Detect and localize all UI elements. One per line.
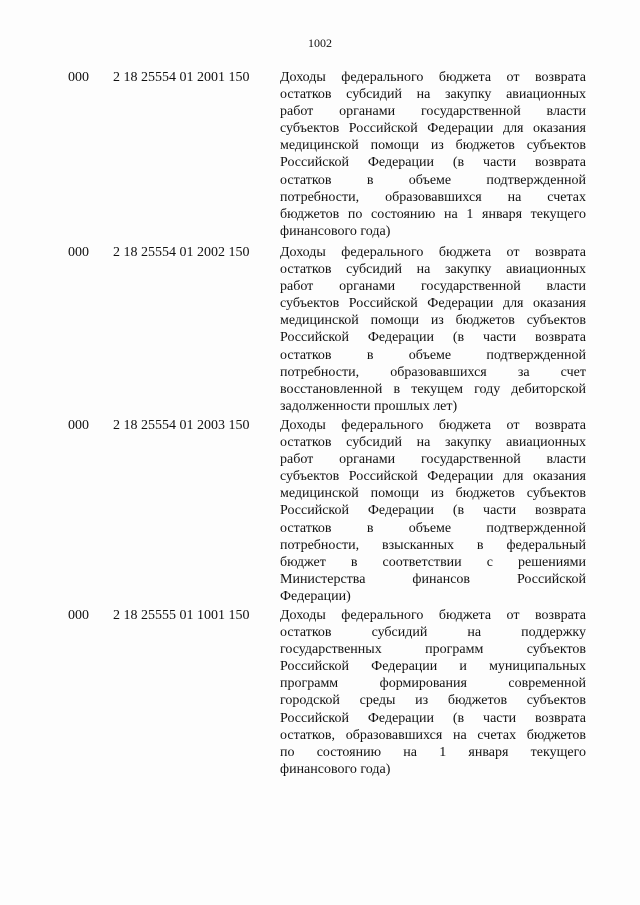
income-description: [280, 69, 586, 240]
description-line: государственных программ субъектов: [280, 642, 586, 658]
description-line: бюджетов по состоянию на 1 января текущего: [280, 206, 586, 222]
income-description: [280, 244, 586, 415]
kbk-code: 2 18 25554 01 2003 150: [113, 418, 250, 433]
description-line: по состоянию на 1 января текущего: [280, 744, 586, 760]
description-line: бюджет в соответствии с решениями: [280, 554, 586, 570]
description-line: потребности, образовавшихся за счет: [280, 364, 586, 380]
description-line: Доходы федерального бюджета от возврата: [280, 245, 586, 260]
admin-code: 000: [68, 418, 89, 433]
description-line: Федерации): [280, 588, 351, 604]
page-number: 1002: [308, 36, 332, 50]
admin-code: 000: [68, 608, 89, 623]
description-line: городской среды из бюджетов субъектов: [280, 693, 586, 709]
description-line: потребности, взысканных в федеральный: [280, 537, 586, 553]
description-line: медицинской помощи из бюджетов субъектов: [280, 138, 586, 154]
description-line: Российской Федерации (в части возврата: [280, 710, 586, 726]
description-line: финансового года): [280, 223, 391, 239]
description-line: работ органами государственной власти: [280, 279, 586, 295]
admin-code: 000: [68, 70, 89, 85]
description-line: остатков в объеме подтвержденной: [280, 347, 586, 363]
description-line: остатков субсидий на закупку авиационных: [280, 435, 586, 451]
description-line: программ формирования современной: [280, 676, 586, 692]
description-line: субъектов Российской Федерации для оказания: [280, 469, 586, 485]
description-line: Российской Федерации (в части возврата: [280, 155, 586, 171]
description-line: Российской Федерации и муниципальных: [280, 659, 586, 675]
description-line: Российской Федерации (в части возврата: [280, 330, 586, 346]
description-line: остатков субсидий на поддержку: [280, 625, 586, 641]
description-line: медицинской помощи из бюджетов субъектов: [280, 486, 586, 502]
description-line: остатков, образовавшихся на счетах бюджетов: [280, 727, 586, 743]
description-line: субъектов Российской Федерации для оказания: [280, 121, 586, 137]
description-line: остатков в объеме подтвержденной: [280, 520, 586, 536]
kbk-code: 2 18 25555 01 1001 150: [113, 608, 250, 623]
description-line: Доходы федерального бюджета от возврата: [280, 608, 586, 623]
description-line: работ органами государственной власти: [280, 452, 586, 468]
income-description: [280, 607, 586, 778]
description-line: Российской Федерации (в части возврата: [280, 503, 586, 519]
description-line: остатков в объеме подтвержденной: [280, 172, 586, 188]
description-line: остатков субсидий на закупку авиационных: [280, 87, 586, 103]
description-line: восстановленной в текущем году дебиторской: [280, 381, 586, 397]
description-line: финансового года): [280, 761, 391, 777]
description-line: остатков субсидий на закупку авиационных: [280, 262, 586, 278]
description-line: медицинской помощи из бюджетов субъектов: [280, 313, 586, 329]
description-line: потребности, образовавшихся на счетах: [280, 189, 586, 205]
income-description: [280, 417, 586, 605]
description-line: Доходы федерального бюджета от возврата: [280, 70, 586, 85]
description-line: работ органами государственной власти: [280, 104, 586, 120]
description-line: Доходы федерального бюджета от возврата: [280, 418, 586, 433]
description-line: задолженности прошлых лет): [280, 398, 458, 414]
kbk-code: 2 18 25554 01 2001 150: [113, 70, 250, 85]
description-line: субъектов Российской Федерации для оказания: [280, 296, 586, 312]
admin-code: 000: [68, 245, 89, 260]
kbk-code: 2 18 25554 01 2002 150: [113, 245, 250, 260]
description-line: Министерства финансов Российской: [280, 571, 586, 587]
